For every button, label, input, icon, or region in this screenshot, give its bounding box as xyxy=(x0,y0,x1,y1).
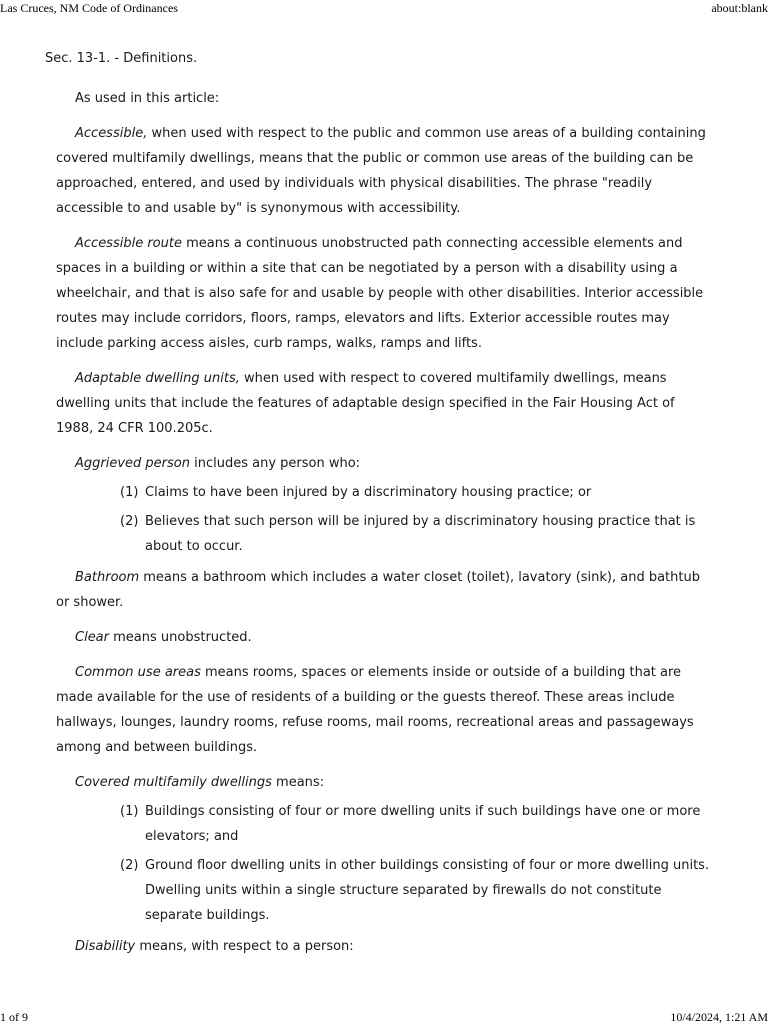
definition-term: Aggrieved person xyxy=(75,456,190,471)
definition-term: Adaptable dwelling units, xyxy=(75,371,240,386)
list-item xyxy=(56,480,711,505)
definition-text: includes any person who: xyxy=(190,456,361,471)
list-item-number: (2) xyxy=(120,514,139,529)
aggrieved-person-list xyxy=(56,480,711,559)
list-item xyxy=(56,853,711,928)
covered-dwellings-list xyxy=(56,799,711,928)
definition-bathroom xyxy=(56,565,711,615)
section-title: Sec. 13-1. - Definitions. xyxy=(45,51,198,66)
list-item-text: Ground floor dwelling units in other buildings consisting of four or more dwelling units. Dwelling units within a single structure separated by firewalls do not constitute separate buildings. xyxy=(145,858,710,923)
definition-text: means a bathroom which includes a water closet (toilet), lavatory (sink), and bathtub or shower. xyxy=(56,570,700,610)
list-item-text: Claims to have been injured by a discriminatory housing practice; or xyxy=(145,485,592,500)
intro-paragraph: As used in this article: xyxy=(75,91,220,106)
list-item xyxy=(56,799,711,849)
definition-text: means rooms, spaces or elements inside or outside of a building that are made available for the use of residents of a building or the guests thereof. These areas include hallways, lounges, laundry rooms, refuse rooms, mail rooms, recreational areas and passageways among and between buildings. xyxy=(56,665,694,755)
definition-text: means, with respect to a person: xyxy=(135,939,354,954)
definition-common-use-areas xyxy=(56,660,711,760)
definition-adaptable-dwelling-units xyxy=(56,366,711,441)
definition-term: Disability xyxy=(75,939,136,954)
definitions-article xyxy=(56,86,711,969)
definition-text: means a continuous unobstructed path connecting accessible elements and spaces in a building or within a site that can be negotiated by a person with a disability using a wheelchair, and that is also safe for and usable by people with other disabilities. Interior accessible routes may include corridors, floors, ramps, elevators and lifts. Exterior accessible routes may include parking access aisles, curb ramps, walks, ramps and lifts. xyxy=(56,236,704,351)
definition-term: Clear xyxy=(75,630,109,645)
definition-accessible xyxy=(56,121,711,221)
definition-term: Accessible, xyxy=(75,126,148,141)
definition-aggrieved-person xyxy=(56,451,711,476)
footer-page-number: 1 of 9 xyxy=(0,1010,28,1024)
list-item-number: (2) xyxy=(120,858,139,873)
list-item-text: Buildings consisting of four or more dwelling units if such buildings have one or more elevators; and xyxy=(145,804,701,844)
definition-term: Bathroom xyxy=(75,570,140,585)
list-item xyxy=(56,509,711,559)
header-document-title: Las Cruces, NM Code of Ordinances xyxy=(0,1,178,15)
definition-text: when used with respect to covered multifamily dwellings, means dwelling units that include the features of adaptable design specified in the Fair Housing Act of 1988, 24 CFR 100.205c. xyxy=(56,371,675,436)
list-item-number: (1) xyxy=(120,804,139,819)
definition-text: means: xyxy=(271,775,325,790)
header-url: about:blank xyxy=(711,1,768,15)
definition-disability xyxy=(56,934,711,959)
definition-text: when used with respect to the public and common use areas of a building containing covered multifamily dwellings, means that the public or common use areas of the building can be approached, entered, and used by individuals with physical disabilities. The phrase "readily accessible to and usable by" is synonymous with accessibility. xyxy=(56,126,706,216)
definition-term: Covered multifamily dwellings xyxy=(75,775,272,790)
list-item-text: Believes that such person will be injured by a discriminatory housing practice that is about to occur. xyxy=(145,514,696,554)
footer-timestamp: 10/4/2024, 1:21 AM xyxy=(670,1010,768,1024)
print-footer xyxy=(0,1010,768,1025)
definition-clear xyxy=(56,625,711,650)
list-item-number: (1) xyxy=(120,485,139,500)
definition-text: means unobstructed. xyxy=(109,630,252,645)
definition-accessible-route xyxy=(56,231,711,356)
definition-term: Accessible route xyxy=(75,236,182,251)
definition-term: Common use areas xyxy=(75,665,201,680)
definition-covered-multifamily-dwellings xyxy=(56,770,711,795)
print-header xyxy=(0,1,768,16)
